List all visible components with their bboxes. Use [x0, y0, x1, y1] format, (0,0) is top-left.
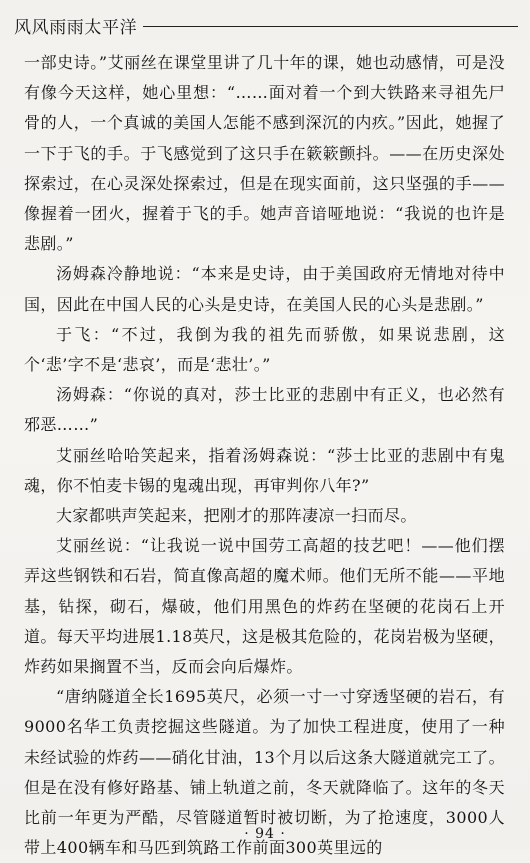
- paragraph: 汤姆森冷静地说：“本来是史诗，由于美国政府无情地对待中国，因此在中国人民的心头是史诗，在美国人民的心头是悲剧。”: [24, 264, 505, 314]
- paragraph: 于飞：“不过，我倒为我的祖先而骄傲，如果说悲剧，这个‘悲’字不是‘悲哀’，而是‘悲壮’。”: [24, 324, 505, 375]
- page-number: · 94 ·: [244, 826, 286, 842]
- paragraph: 一部史诗。”艾丽丝在课堂里讲了几十年的课，她也动感情，可是没有像今天这样，她心里想：“……面对着一个到大铁路来寻祖先尸骨的人，一个真诚的美国人怎能不感到深沉的内疚。”因此，她握了一下于飞的手。于飞感觉到了这只手在簌簌颤抖。——在历史深处探索过，在心灵深处探索过，但是在现实面前，这只坚强的手——像握着一团火，握着于飞的手。她声音谙哑地说：“我说的也许是悲剧。”: [24, 53, 505, 254]
- paragraph: 大家都哄声笑起来，把刚才的那阵凄凉一扫而尽。: [56, 506, 417, 526]
- paragraph: 汤姆森：“你说的真对，莎士比亚的悲剧中有正义，也必然有邪恶……”: [24, 385, 505, 435]
- header-rule: [143, 26, 518, 27]
- paragraph: 艾丽丝说：“让我说一说中国劳工高超的技艺吧！——他们摆弄这些钢铁和石岩，简直像高超的魔术师。他们无所不能——平地基，钻探，砌石，爆破，他们用黑色的炸药在坚硬的花岗石上开道。每天平均进展1.18英尺，这是极其危险的，花岗岩极为坚硬，炸药如果搁置不当，反而会向后爆炸。: [24, 536, 505, 677]
- running-header-title: 风风雨雨太平洋: [14, 17, 138, 38]
- body-text: [24, 48, 505, 863]
- paragraph: “唐纳隧道全长1695英尺，必须一寸一寸穿透坚硬的岩石，有9000名华工负责挖掘这些隧道。为了加快工程进度，使用了一种未经试验的炸药——硝化甘油，13个月以后这条大隧道就完工了。但是在没有修好路基、铺上轨道之前，冬天就降临了。这年的冬天比前一年更为严酷，尽管隧道暂时被切断，为了抢速度，3000人带上400辆车和马匹到筑路工作前面300英里远的: [24, 687, 505, 858]
- running-header: [14, 14, 518, 36]
- paragraph: 艾丽丝哈哈笑起来，指着汤姆森说：“莎士比亚的悲剧中有鬼魂，你不怕麦卡锡的鬼魂出现，再审判你八年?”: [24, 445, 505, 495]
